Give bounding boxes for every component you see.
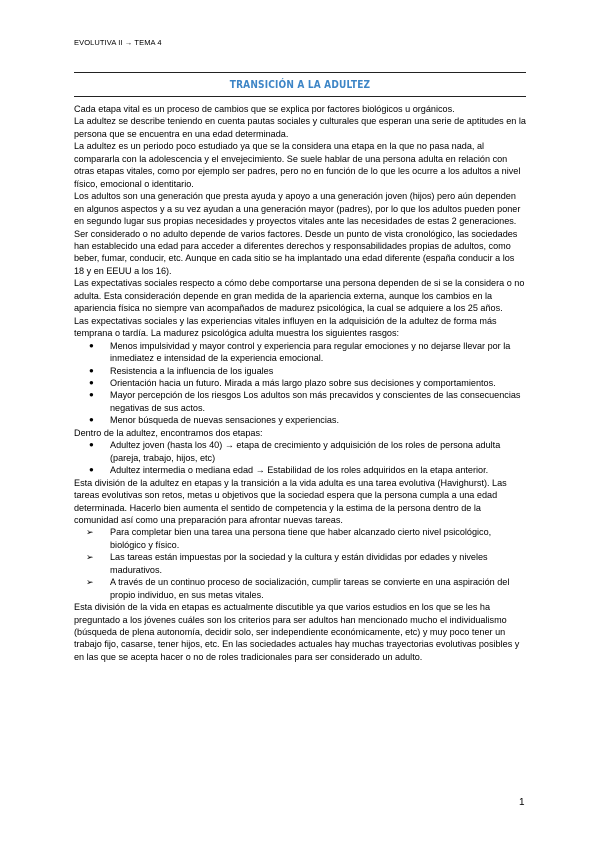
bullet-icon: ● bbox=[89, 377, 94, 387]
list-item bbox=[74, 464, 526, 476]
paragraph: Ser considerado o no adulto depende de varios factores. Desde un punto de vista cronológico, las sociedades han establecido una edad para acceder a diferentes derechos y responsabilidades propias de adultos, como beber, fumar, conducir, etc. Aunque en cada sitio se ha implantado una edad diferente (españa conducir a los 18 y en EEUU a los 16). bbox=[74, 228, 518, 276]
list-item-text: Menos impulsividad y mayor control y experiencia para regular emociones y no dejarse llevar por la inmediatez e intensidad de la experiencia emocional. bbox=[110, 340, 511, 364]
paragraph: La adultez es un periodo poco estudiado ya que se la considera una etapa en la que no pasa nada, al compararla con la adolescencia y el envejecimiento. Se suele hablar de una persona adulta en relación con otras etapas vitales, como por ejemplo ser padres, pero no en función de lo que les ocurre a los adultos a nivel físico, emocional o identitario. bbox=[74, 141, 521, 189]
paragraph: Cada etapa vital es un proceso de cambios que se explica por factores biológicos u orgánicos. bbox=[74, 104, 455, 114]
bullet-icon: ● bbox=[89, 440, 94, 450]
section-title: TRANSICIÓN A LA ADULTEZ bbox=[229, 78, 371, 91]
paragraph: Esta división de la adultez en etapas y la transición a la vida adulta es una tarea evolutiva (Havighurst). Las tareas evolutivas son retos, metas u objetivos que la sociedad espera que la persona cumpla a una edad determinada. Hacerlo bien aumenta el sentido de competencia y la estima de la persona dentro de la comunidad así como una preparación para afrontar nuevas tareas. bbox=[74, 477, 507, 525]
paragraph: Las expectativas sociales y las experiencias vitales influyen en la adquisición de la adultez de forma más temprana o tardía. La madurez psicológica adulta muestra los siguientes rasgos: bbox=[74, 315, 497, 339]
paragraph: Dentro de la adultez, encontramos dos etapas: bbox=[74, 427, 263, 438]
list-item-text: Orientación hacia un futuro. Mirada a más largo plazo sobre sus decisiones y comportamientos. bbox=[110, 377, 496, 388]
running-header: EVOLUTIVA II → TEMA 4 bbox=[74, 38, 162, 47]
bullet-icon: ● bbox=[89, 415, 94, 425]
list-item bbox=[74, 377, 526, 389]
list-item bbox=[74, 439, 526, 464]
list-item-text: A través de un continuo proceso de socialización, cumplir tareas se convierte en una aspiración del propio individuo, en sus metas vitales. bbox=[110, 577, 510, 600]
bullet-icon: ● bbox=[89, 465, 94, 475]
bullet-icon: ● bbox=[89, 365, 94, 375]
list-item-text: Adultez intermedia o mediana edad → Estabilidad de los roles adquiridos en la etapa anterior. bbox=[110, 465, 489, 476]
paragraph: Las expectativas sociales respecto a cómo debe comportarse una persona dependen de si se la considera o no adulta. Esta consideración depende en gran medida de la apariencia externa, aunque los cambios en la apariencia física no siempre van acompañados de madurez psicológica, la cual se adquiere a los 25 años. bbox=[74, 278, 525, 314]
list-item-text: Para completar bien una tarea una persona tiene que haber alcanzado cierto nivel psicológico, biológico y físico. bbox=[110, 527, 492, 550]
list-item-text: Mayor percepción de los riesgos Los adultos son más precavidos y conscientes de las consecuencias negativas de sus actos. bbox=[110, 390, 521, 413]
arrow-bullet-icon: ➢ bbox=[86, 552, 94, 563]
list-item-text: Menor búsqueda de nuevas sensaciones y experiencias. bbox=[110, 415, 340, 426]
list-item bbox=[74, 340, 526, 365]
paragraph: Los adultos son una generación que presta ayuda y apoyo a una generación joven (hijos) pero aún dependen en algunos aspectos y a su vez ayudan a una generación mayor (padres), por lo que los adultos pueden poner en segundo lugar sus propias necesidades y proyectos vitales ante las necesidades de estas 2 generaciones. bbox=[74, 191, 521, 227]
title-divider bbox=[74, 96, 526, 97]
list-item-text: Adultez joven (hasta los 40) → etapa de crecimiento y adquisición de los roles de persona adulta (pareja, trabajo, hijos, etc) bbox=[110, 440, 501, 463]
bullet-icon: ● bbox=[89, 390, 94, 400]
arrow-bullet-icon: ➢ bbox=[86, 577, 94, 588]
top-divider bbox=[74, 72, 526, 73]
tasks-list bbox=[74, 526, 526, 601]
stages-list bbox=[74, 439, 526, 476]
page-number: 1 bbox=[519, 797, 525, 808]
list-item bbox=[74, 365, 526, 377]
list-item bbox=[74, 526, 526, 551]
paragraph: La adultez se describe teniendo en cuenta pautas sociales y culturales que esperan una serie de aptitudes en la persona que se encuentra en una edad determinada. bbox=[74, 116, 526, 139]
traits-list bbox=[74, 340, 526, 427]
list-item-text: Resistencia a la influencia de los iguales bbox=[110, 365, 274, 376]
list-item bbox=[74, 414, 526, 426]
bullet-icon: ● bbox=[89, 340, 94, 350]
list-item bbox=[74, 551, 526, 576]
arrow-bullet-icon: ➢ bbox=[86, 527, 94, 538]
paragraph: Esta división de la vida en etapas es actualmente discutible ya que varios estudios en los que se les ha preguntado a los jóvenes cuáles son los criterios para ser adultos han mencionado mucho el individualismo (búsqueda de plena autonomía, decidir solo, ser independiente económicamente, etc) y muy poco tener un trabajo fijo, casarse, tener hijos, etc. En las sociedades actuales hay muchas trayectorias evolutivas posibles y en las que se acepta hacer o no de roles tradicionales para ser considerado un adulto. bbox=[74, 602, 520, 662]
list-item bbox=[74, 389, 526, 414]
list-item-text: Las tareas están impuestas por la sociedad y la cultura y están divididas por edades y niveles madurativos. bbox=[110, 552, 488, 575]
list-item bbox=[74, 576, 526, 601]
document-body bbox=[74, 103, 526, 663]
